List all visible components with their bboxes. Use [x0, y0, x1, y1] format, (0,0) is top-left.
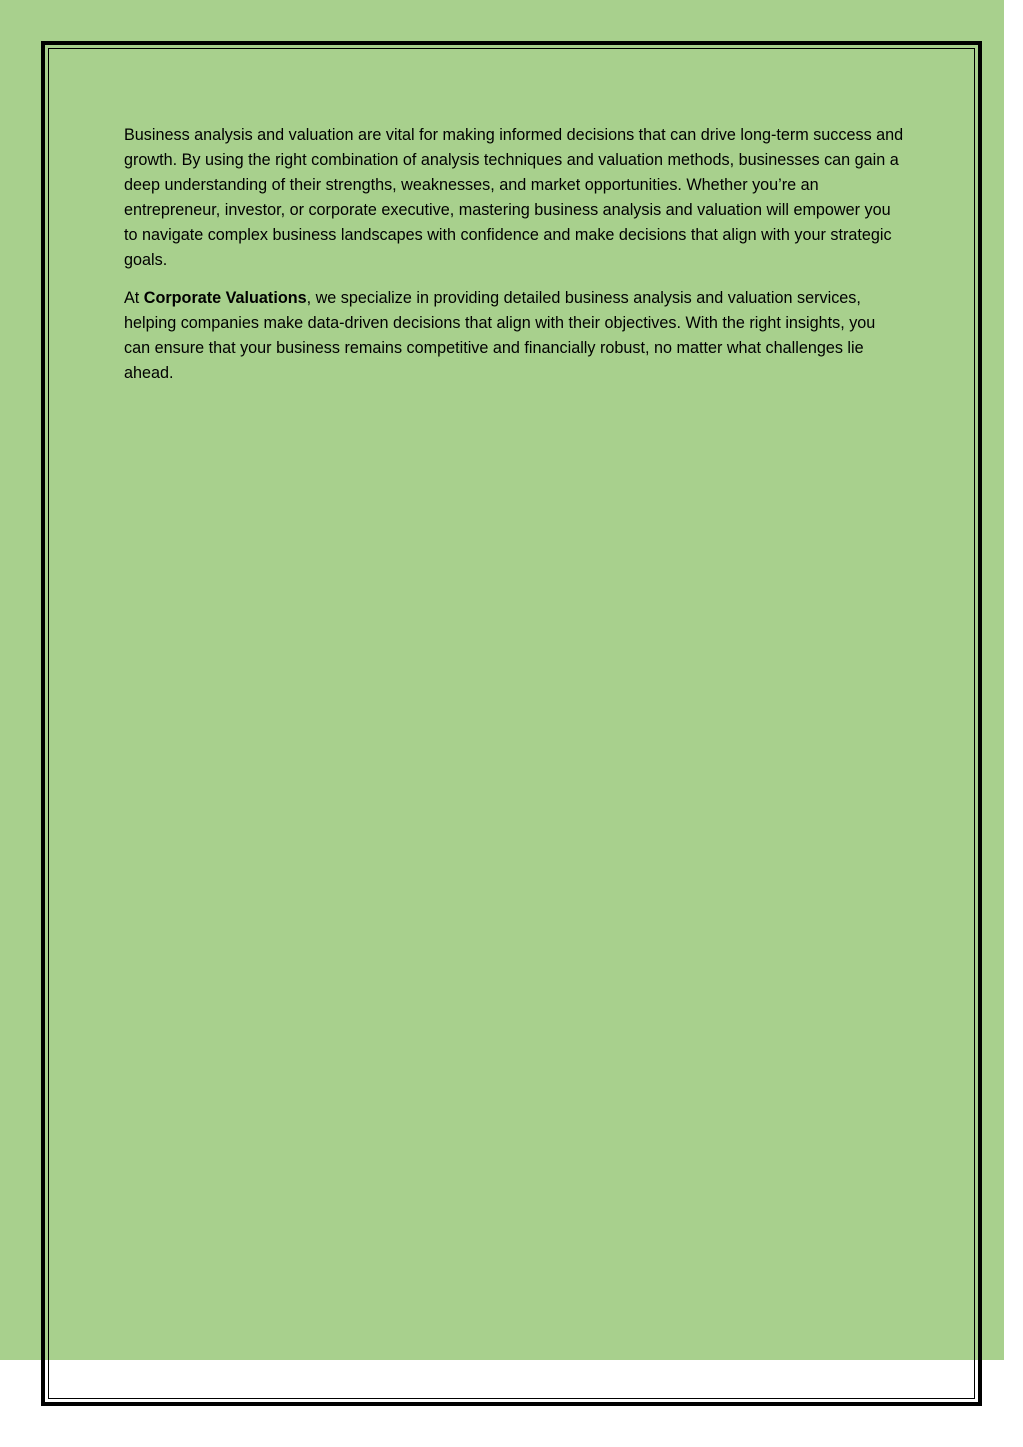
paragraph-company	[124, 286, 904, 386]
paragraph-company-suffix: , we specialize in providing detailed business analysis and valuation services, helping companies make data-driven decisions that align with their objectives. With the right insights, you can ensure that your business remains competitive and financially robust, no matter what challenges lie ahead.	[124, 289, 876, 382]
company-name: Corporate Valuations	[143, 289, 307, 307]
document-body	[124, 123, 904, 399]
paragraph-company-prefix: At	[124, 289, 144, 307]
paragraph-intro: Business analysis and valuation are vital for making informed decisions that can drive long-term success and growth. By using the right combination of analysis techniques and valuation methods, businesses can gain a deep understanding of their strengths, weaknesses, and market opportunities. Whether you’re an entrepreneur, investor, or corporate executive, mastering business analysis and valuation will empower you to navigate complex business landscapes with confidence and make decisions that align with your strategic goals.	[124, 126, 904, 269]
